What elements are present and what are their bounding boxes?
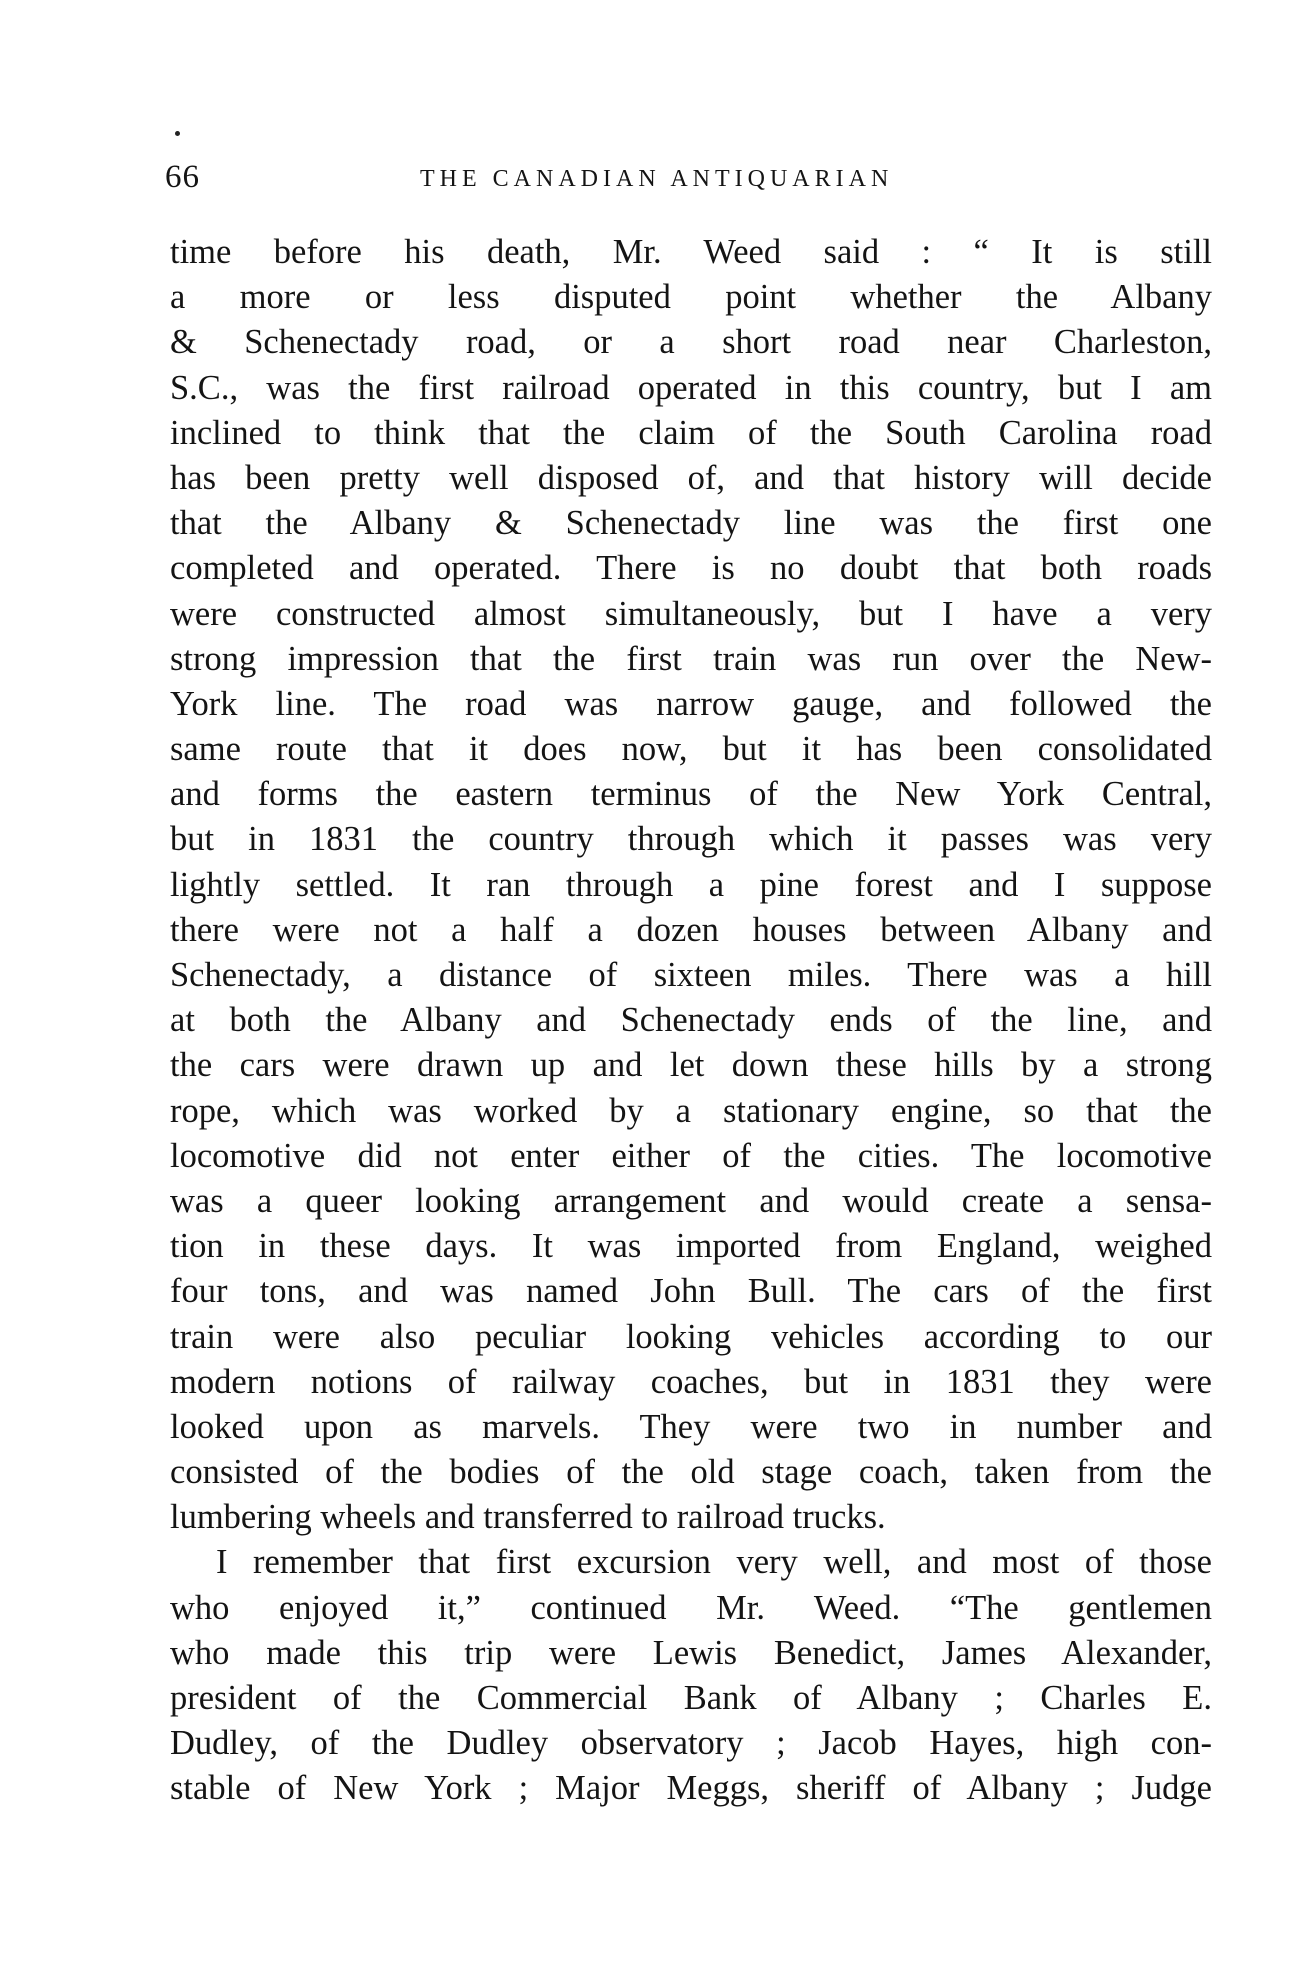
text-line: lightly settled. It ran through a pine forest and I suppose xyxy=(170,865,1212,904)
text-line: time before his death, Mr. Weed said : “ It is still xyxy=(170,233,1212,271)
text-line: Schenectady, a distance of sixteen miles. There was a hill xyxy=(170,956,1212,994)
text-line: I remember that first excursion very well, and most of those xyxy=(216,1543,1212,1582)
text-line: a more or less disputed point whether the Albany xyxy=(170,278,1212,317)
text-line: rope, which was worked by a stationary engine, so that the xyxy=(170,1091,1212,1130)
journal-title: THE CANADIAN ANTIQUARIAN xyxy=(420,166,894,192)
text-line: at both the Albany and Schenectady ends of the line, and xyxy=(170,1001,1212,1040)
text-line: but in 1831 the country through which it passes was very xyxy=(170,820,1212,859)
text-line: strong impression that the first train was run over the New- xyxy=(170,639,1212,678)
text-line: president of the Commercial Bank of Albany ; Charles E. xyxy=(170,1679,1212,1717)
text-line: was a queer looking arrangement and would create a sensa- xyxy=(170,1181,1212,1220)
text-line: looked upon as marvels. They were two in number and xyxy=(170,1407,1212,1446)
text-line: stable of New York ; Major Meggs, sheriff of Albany ; Judge xyxy=(170,1769,1212,1808)
text-line: modern notions of railway coaches, but in 1831 they were xyxy=(170,1362,1212,1401)
text-line: and forms the eastern terminus of the New York Central, xyxy=(170,775,1212,814)
text-line: has been pretty well disposed of, and that history will decide xyxy=(170,458,1212,497)
text-line: were constructed almost simultaneously, but I have a very xyxy=(170,594,1212,633)
text-line: York line. The road was narrow gauge, and followed the xyxy=(170,684,1212,723)
text-line: there were not a half a dozen houses between Albany and xyxy=(170,910,1212,949)
running-head xyxy=(165,157,1215,197)
ink-speck xyxy=(175,131,180,136)
text-line: & Schenectady road, or a short road near Charleston, xyxy=(170,323,1212,362)
text-line: train were also peculiar looking vehicles according to our xyxy=(170,1317,1212,1356)
text-line: locomotive did not enter either of the cities. The locomotive xyxy=(170,1136,1212,1175)
text-line: four tons, and was named John Bull. The cars of the first xyxy=(170,1272,1212,1311)
text-line: consisted of the bodies of the old stage coach, taken from the xyxy=(170,1453,1212,1492)
text-line: who enjoyed it,” continued Mr. Weed. “The gentlemen xyxy=(170,1588,1212,1627)
paragraph-1 xyxy=(170,230,1212,1540)
text-line: completed and operated. There is no doubt that both roads xyxy=(170,549,1212,588)
text-line: S.C., was the first railroad operated in this country, but I am xyxy=(170,368,1212,407)
text-line: tion in these days. It was imported from England, weighed xyxy=(170,1227,1212,1266)
page-number: 66 xyxy=(165,159,200,195)
body-text xyxy=(170,230,1212,1812)
text-line: who made this trip were Lewis Benedict, James Alexander, xyxy=(170,1633,1212,1672)
text-line: same route that it does now, but it has been consolidated xyxy=(170,730,1212,769)
text-line: lumbering wheels and transferred to railroad trucks. xyxy=(170,1498,886,1537)
text-line: that the Albany & Schenectady line was the first one xyxy=(170,504,1212,543)
paragraph-2 xyxy=(170,1540,1212,1811)
text-line: the cars were drawn up and let down these hills by a strong xyxy=(170,1046,1212,1085)
text-line: Dudley, of the Dudley observatory ; Jacob Hayes, high con- xyxy=(170,1724,1212,1763)
text-line: inclined to think that the claim of the South Carolina road xyxy=(170,413,1212,452)
